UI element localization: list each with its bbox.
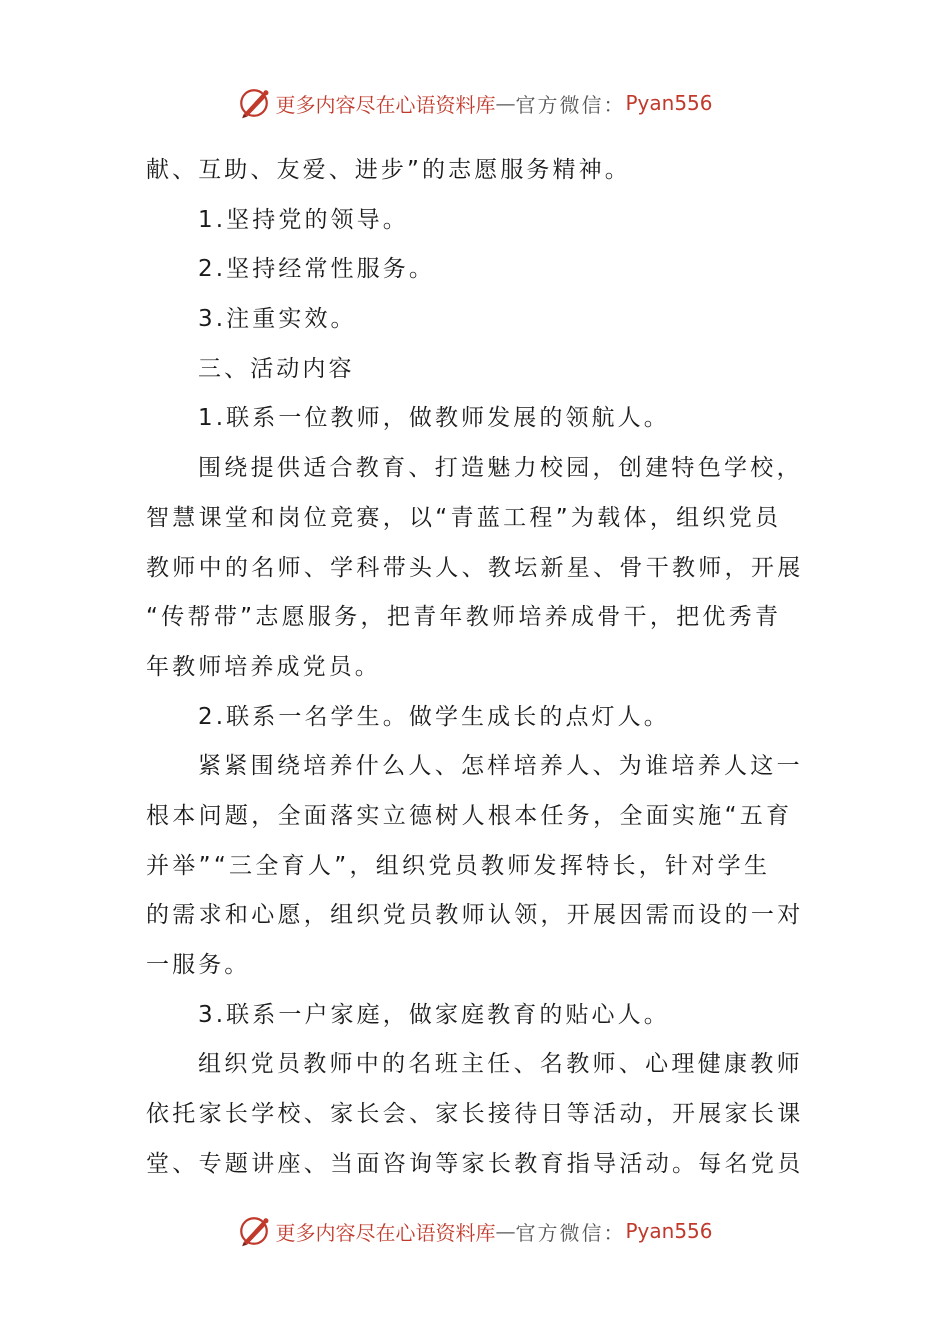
pen-logo-icon (237, 1214, 271, 1248)
banner-wechat-label: 官方微信： (515, 1220, 626, 1245)
pen-logo-icon (237, 86, 271, 120)
list-item: 2.坚持经常性服务。 (198, 256, 435, 283)
banner-brand: 更多内容尽在心语资料库 (275, 92, 496, 117)
paragraph-line: 年教师培养成党员。 (146, 653, 381, 680)
paragraph-line: 根本问题，全面落实立德树人根本任务，全面实施“五育 (146, 802, 793, 829)
paragraph-line: 一服务。 (146, 952, 251, 978)
header-banner (0, 81, 950, 125)
banner-wechat-id: Pyan556 (625, 91, 713, 115)
paragraph-line: 紧紧围绕培养什么人、怎样培养人、为谁培养人这一 (198, 753, 803, 780)
subsection-heading: 3.联系一户家庭，做家庭教育的贴心人。 (198, 1001, 670, 1028)
banner-wechat-label: 官方微信： (515, 92, 626, 117)
footer-banner (0, 1209, 950, 1253)
paragraph-line: 的需求和心愿，组织党员教师认领，开展因需而设的一对 (146, 902, 804, 929)
banner-brand: 更多内容尽在心语资料库 (275, 1220, 496, 1245)
banner-separator: — (495, 91, 516, 115)
paragraph-line: 依托家长学校、家长会、家长接待日等活动，开展家长课 (146, 1101, 804, 1128)
paragraph-line: 组织党员教师中的名班主任、名教师、心理健康教师 (198, 1051, 803, 1078)
paragraph-line: “传帮带”志愿服务，把青年教师培养成骨干，把优秀青 (146, 604, 782, 631)
paragraph-line: 围绕提供适合教育、打造魅力校园，创建特色学校， (198, 455, 803, 482)
paragraph-line: 智慧课堂和岗位竞赛，以“青蓝工程”为载体，组织党员 (146, 504, 782, 531)
subsection-heading: 2.联系一名学生。做学生成长的点灯人。 (198, 703, 670, 730)
paragraph-line: 并举”“三全育人”，组织党员教师发挥特长，针对学生 (146, 852, 771, 879)
subsection-heading: 1.联系一位教师，做教师发展的领航人。 (198, 405, 670, 432)
section-heading: 三、活动内容 (198, 355, 355, 382)
banner-wechat-id: Pyan556 (625, 1219, 713, 1243)
list-item: 1.坚持党的领导。 (198, 206, 409, 233)
list-item: 3.注重实效。 (198, 306, 357, 333)
document-body (146, 146, 806, 1189)
paragraph-line: 堂、专题讲座、当面咨询等家长教育指导活动。每名党员 (146, 1150, 804, 1177)
text-line: 献、互助、友爱、进步”的志愿服务精神。 (146, 157, 631, 183)
paragraph-line: 教师中的名师、学科带头人、教坛新星、骨干教师，开展 (146, 554, 804, 581)
banner-separator: — (495, 1219, 516, 1243)
